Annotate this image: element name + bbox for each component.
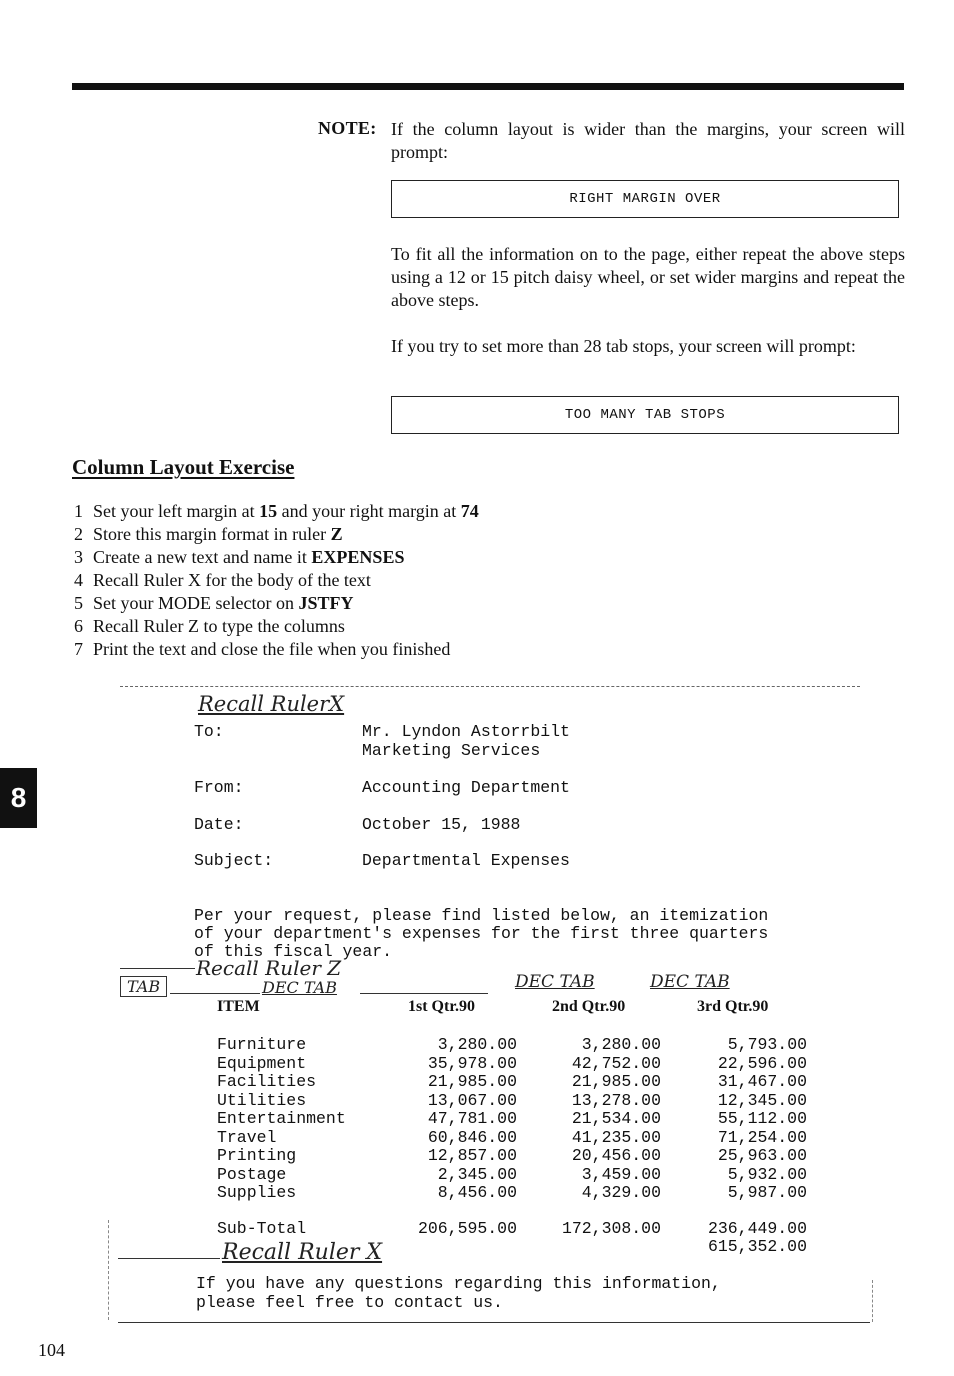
arrow-line: [118, 1258, 220, 1259]
table-row: Utilities 13,067.00 13,278.00 12,345.00: [217, 1090, 807, 1110]
subtotal-row: Sub-Total 206,595.00 172,308.00 236,449.00: [217, 1219, 807, 1238]
handwritten-recall-ruler-x: Recall RulerX: [198, 692, 345, 716]
prompt-text: TOO MANY TAB STOPS: [564, 407, 726, 423]
top-rule: [72, 83, 904, 90]
table-row: Printing 12,857.00 20,456.00 25,963.00: [217, 1146, 807, 1165]
memo-body-line: Per your request, please find listed below, an itemization: [194, 906, 769, 925]
dashed-separator: [120, 686, 860, 687]
note-paragraph-2: To fit all the information on to the page, either repeat the above steps using a 12 or 15 pitch daisy wheel, or set wider margins and repeat the above steps.: [391, 244, 905, 310]
handwritten-dec-tab: DEC TAB: [262, 978, 337, 997]
memo-body-line: of your department's expenses for the first three quarters: [194, 924, 769, 943]
expense-table: [217, 1035, 817, 1202]
memo-to-label: To:: [194, 722, 224, 741]
note-label: NOTE:: [318, 118, 377, 138]
memo-subject-label: Subject:: [194, 851, 274, 870]
note-paragraph-1: If the column layout is wider than the margins, your screen will prompt:: [391, 119, 905, 162]
memo-subject-value: Departmental Expenses: [362, 851, 570, 870]
table-row: Supplies 8,456.00 4,329.00 5,987.00: [217, 1183, 807, 1202]
margin-line: [108, 1220, 109, 1320]
arrow-line: [170, 993, 260, 994]
bottom-rule: [118, 1322, 870, 1323]
margin-line: [872, 1280, 873, 1322]
step-item: 4 Recall Ruler X for the body of the text: [74, 570, 371, 590]
prompt-box-tab-stops: [391, 396, 899, 434]
steps-list: [74, 500, 479, 661]
table-row: Entertainment 47,781.00 21,534.00 55,112.00: [217, 1109, 807, 1128]
step-item: 3 Create a new text and name it EXPENSES: [74, 547, 405, 567]
table-header-q1: 1st Qtr.90: [408, 998, 475, 1015]
memo-from-value: Accounting Department: [362, 778, 570, 797]
step-item: 2 Store this margin format in ruler Z: [74, 524, 343, 544]
memo-closing-line: please feel free to contact us.: [196, 1293, 503, 1312]
table-row: Equipment 35,978.00 42,752.00 22,596.00: [217, 1053, 807, 1073]
page-number: 104: [38, 1340, 65, 1360]
memo-to-value-2: Marketing Services: [362, 741, 541, 760]
memo-to-value: Mr. Lyndon Astorrbilt: [362, 722, 570, 741]
handwritten-dec-tab: DEC TAB: [650, 972, 730, 992]
prompt-box-right-margin: [391, 180, 899, 218]
step-item: 1 Set your left margin at 15 and your right margin at 74: [74, 501, 479, 521]
memo-from-label: From:: [194, 778, 244, 797]
table-header-q2: 2nd Qtr.90: [552, 998, 626, 1015]
step-item: 5 Set your MODE selector on JSTFY: [74, 593, 354, 613]
table-header-item: ITEM: [217, 998, 260, 1015]
chapter-tab: [0, 768, 37, 828]
table-row: Facilities 21,985.00 21,985.00 31,467.00: [217, 1072, 807, 1091]
memo-body-line: of this fiscal year.: [194, 942, 393, 961]
prompt-text: RIGHT MARGIN OVER: [569, 191, 721, 207]
handwritten-recall-ruler-z: Recall Ruler Z: [196, 956, 342, 980]
handwritten-dec-tab: DEC TAB: [515, 972, 595, 992]
table-row: Travel 60,846.00 41,235.00 71,254.00: [217, 1127, 807, 1147]
step-item: 7 Print the text and close the file when you finished: [74, 639, 451, 659]
table-row: Postage 2,345.00 3,459.00 5,932.00: [217, 1164, 807, 1184]
memo-date-value: October 15, 1988: [362, 815, 521, 834]
note-paragraph-3: If you try to set more than 28 tab stops, your screen will prompt:: [391, 336, 856, 356]
grand-total: 615,352.00: [707, 1237, 807, 1256]
section-heading: Column Layout Exercise: [72, 455, 295, 479]
memo-date-label: Date:: [194, 815, 244, 834]
table-header-q3: 3rd Qtr.90: [697, 998, 769, 1015]
memo-closing-line: If you have any questions regarding this information,: [196, 1274, 721, 1293]
handwritten-tab: TAB: [120, 976, 167, 997]
chapter-number: 8: [10, 782, 27, 813]
arrow-line: [360, 993, 488, 994]
handwritten-recall-ruler-x: Recall Ruler X: [222, 1240, 383, 1265]
step-item: 6 Recall Ruler Z to type the columns: [74, 616, 345, 636]
arrow-line: [120, 968, 195, 969]
table-row: Furniture 3,280.00 3,280.00 5,793.00: [217, 1035, 807, 1054]
